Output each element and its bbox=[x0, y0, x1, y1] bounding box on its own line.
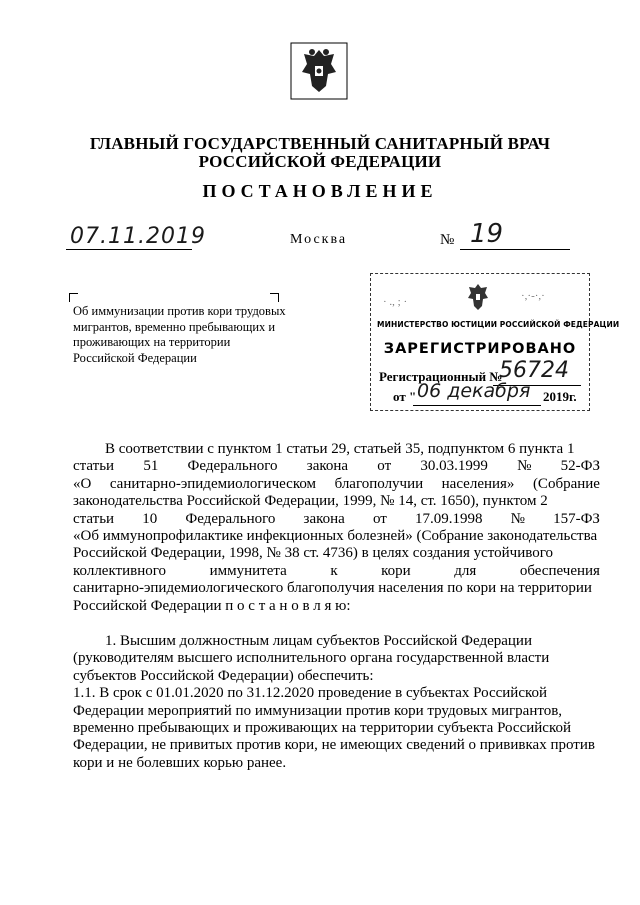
stamp-coat-of-arms-icon bbox=[461, 280, 495, 312]
body-word: для bbox=[454, 562, 477, 579]
body-line: В соответствии с пунктом 1 статьи 29, статьей 35, подпунктом 6 пункта 1 bbox=[105, 441, 575, 457]
number-label: № bbox=[440, 232, 455, 248]
body-line: Федерации, не привитых против кори, не имеющих сведений о прививках против bbox=[73, 737, 595, 754]
body-line bbox=[73, 511, 600, 528]
body-word: 52-ФЗ bbox=[560, 458, 600, 475]
body-line: Российской Федерации, 1998, № 38 ст. 4736) в целях создания устойчивого bbox=[73, 545, 553, 562]
subject-block bbox=[73, 304, 313, 366]
subject-line: Об иммунизации против кори трудовых bbox=[73, 304, 286, 318]
stamp-reg-number: 56724 bbox=[499, 358, 569, 383]
body-line: временно пребывающих и проживающих на территории субъекта Российской bbox=[73, 719, 571, 736]
body-word: от bbox=[377, 458, 392, 475]
body-word: Федерального bbox=[185, 510, 276, 527]
body-word: 17.09.1998 bbox=[414, 510, 483, 527]
body-word: Федерального bbox=[187, 458, 278, 475]
body-line: законодательства Российской Федерации, 1999, № 14, ст. 1650), пунктом 2 bbox=[73, 493, 548, 510]
stamp-registered: ЗАРЕГИСТРИРОВАНО bbox=[383, 341, 577, 357]
stamp-reg-label: Регистрационный № bbox=[379, 369, 503, 384]
stamp-from-label: от " bbox=[393, 389, 417, 404]
body-word: кори bbox=[381, 562, 411, 579]
body-word: населения» bbox=[441, 475, 515, 492]
coat-of-arms-icon bbox=[290, 42, 348, 100]
date-underline bbox=[66, 249, 192, 250]
body-line bbox=[73, 458, 600, 475]
body-paragraph-2 bbox=[73, 633, 600, 772]
stamp-date-underline bbox=[413, 405, 541, 406]
body-word: статьи bbox=[73, 458, 115, 475]
body-word: 51 bbox=[143, 458, 159, 475]
body-word: 10 bbox=[142, 510, 158, 527]
issuer-title-line1: ГЛАВНЫЙ ГОСУДАРСТВЕННЫЙ САНИТАРНЫЙ ВРАЧ bbox=[89, 134, 551, 153]
stamp-scribble: · ., ; · bbox=[383, 296, 408, 308]
subject-line: проживающих на территории bbox=[73, 335, 231, 349]
subject-corner-left bbox=[69, 293, 78, 302]
body-line: «Об иммунопрофилактике инфекционных болезней» (Собрание законодательства bbox=[73, 527, 598, 544]
body-paragraph-1 bbox=[73, 441, 600, 615]
body-word: закона bbox=[306, 458, 349, 475]
body-word: иммунитета bbox=[209, 562, 287, 579]
body-word: «О bbox=[73, 475, 92, 492]
body-line: 1. Высшим должностным лицам субъектов Российской Федерации bbox=[105, 633, 532, 649]
document-type-title: ПОСТАНОВЛЕНИЕ bbox=[202, 181, 438, 201]
decree-number: 19 bbox=[470, 219, 504, 249]
body-word: 157-ФЗ bbox=[553, 510, 600, 527]
body-word: к bbox=[330, 562, 338, 579]
body-line: санитарно-эпидемиологического благополучия населения по кори на территории bbox=[73, 580, 592, 597]
body-line: (руководителям высшего исполнительного органа государственной власти bbox=[73, 650, 550, 667]
body-word: коллективного bbox=[73, 562, 167, 579]
body-line: кори и не болевших корью ранее. bbox=[73, 754, 287, 771]
body-line: 1.1. В срок с 01.01.2020 по 31.12.2020 проведение в субъектах Российской bbox=[73, 685, 548, 702]
stamp-year: 2019г. bbox=[543, 389, 577, 404]
subject-line: мигрантов, временно пребывающих и bbox=[73, 319, 276, 334]
body-word: санитарно-эпидемиологическом bbox=[109, 475, 317, 492]
stamp-scribble: ·,·-·,· bbox=[521, 290, 545, 302]
body-word: статьи bbox=[73, 510, 115, 527]
body-word: обеспечения bbox=[519, 562, 600, 579]
body-word: закона bbox=[303, 510, 345, 527]
body-word: 30.03.1999 bbox=[420, 458, 488, 475]
number-underline bbox=[460, 249, 570, 250]
city: Москва bbox=[290, 232, 348, 247]
subject-line: Российской Федерации bbox=[73, 350, 197, 365]
body-word: (Собрание bbox=[532, 475, 600, 492]
decree-date: 07.11.2019 bbox=[70, 224, 206, 249]
body-word: № bbox=[510, 510, 525, 527]
body-line bbox=[73, 563, 600, 580]
body-line: Российской Федерации п о с т а н о в л я ю: bbox=[73, 597, 351, 614]
body-word: от bbox=[372, 510, 387, 527]
stamp-ministry: МИНИСТЕРСТВО ЮСТИЦИИ РОССИЙСКОЙ ФЕДЕРАЦИИ bbox=[377, 320, 620, 329]
subject-corner-right bbox=[270, 293, 279, 302]
body-line bbox=[73, 476, 600, 493]
body-line: Федерации мероприятий по иммунизации против кори трудовых мигрантов, bbox=[73, 702, 563, 719]
stamp-reg-date: 06 декабря bbox=[417, 380, 531, 402]
body-word: № bbox=[517, 458, 532, 475]
body-line: субъектов Российской Федерации) обеспечить: bbox=[73, 667, 374, 684]
issuer-title-line2: РОССИЙСКОЙ ФЕДЕРАЦИИ bbox=[198, 152, 442, 171]
body-word: благополучии bbox=[334, 475, 424, 492]
registration-stamp bbox=[370, 273, 620, 411]
